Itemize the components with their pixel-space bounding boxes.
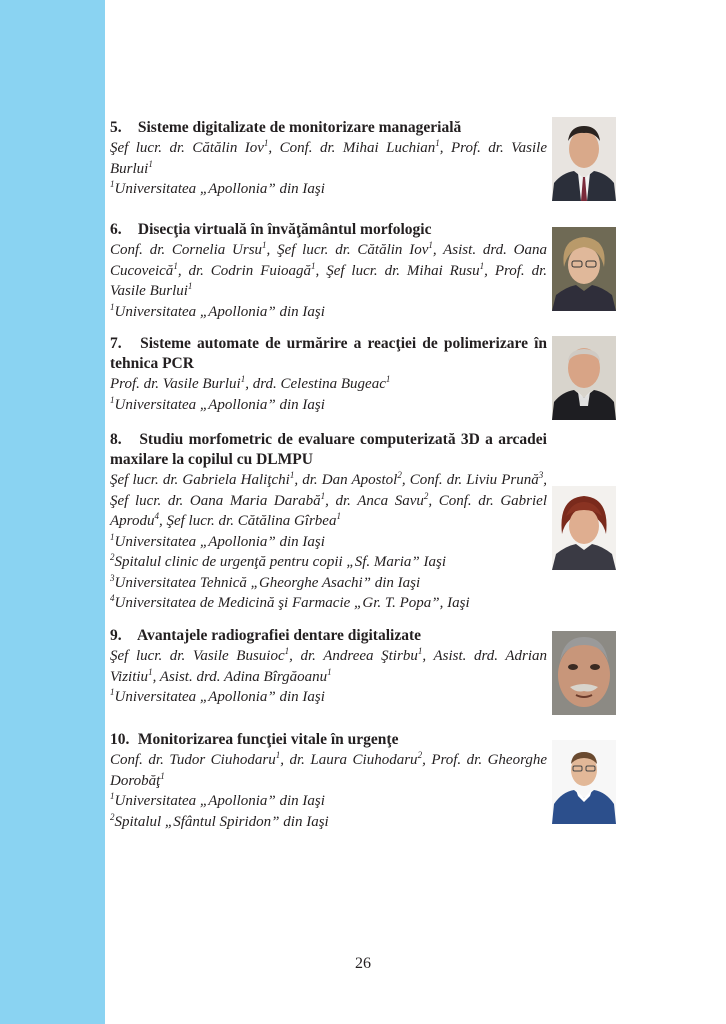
author: dr. Laura Ciuhodaru$^2$, bbox=[289, 750, 432, 768]
entry-number: 9. bbox=[110, 627, 122, 644]
author: Conf. dr. Liviu Prună$^3$, bbox=[409, 470, 548, 488]
entry-10 bbox=[110, 730, 547, 832]
author: dr. Andreea Ştirbu$^1$, bbox=[300, 646, 434, 664]
author: Prof. dr. Vasile Burlui$^1$, bbox=[110, 374, 253, 392]
entry-title-text: Avantajele radiografiei dentare digitalizate bbox=[137, 627, 421, 644]
author: Asist. drd. Adrian Vizitiu$^1$, bbox=[110, 648, 548, 685]
affiliation: $^4$Universitatea de Medicină şi Farmacie „Gr. T. Popa”, Iaşi bbox=[110, 593, 470, 611]
affiliation: $^2$Spitalul clinic de urgenţă pentru copii „Sf. Maria” Iaşi bbox=[110, 552, 447, 570]
abstracts-list bbox=[110, 118, 547, 832]
affiliation: $^1$Universitatea „Apollonia” din Iaşi bbox=[110, 179, 325, 197]
entry-9 bbox=[110, 626, 547, 730]
author: Conf. dr. Tudor Ciuhodaru$^1$, bbox=[110, 750, 290, 768]
entry-number: 7. bbox=[110, 335, 122, 352]
affiliation: $^1$Universitatea „Apollonia” din Iaşi bbox=[110, 687, 325, 705]
affiliation: $^1$Universitatea „Apollonia” din Iaşi bbox=[110, 394, 325, 413]
entry-title bbox=[110, 220, 547, 240]
author: Şef lucr. dr. Cătălina Gîrbea$^1$ bbox=[166, 511, 341, 529]
entry-7 bbox=[110, 334, 547, 430]
entry-title bbox=[110, 118, 547, 138]
author: Şef lucr. dr. Cătălin Iov$^1$, bbox=[277, 240, 444, 258]
author: Prof. dr. Gheorghe Dorobăţ$^1$ bbox=[110, 752, 548, 789]
author-photo-10 bbox=[552, 740, 616, 824]
page-number: 26 bbox=[355, 955, 371, 972]
author: Conf. dr. Gabriel Aprodu$^4$, bbox=[110, 492, 547, 529]
author: dr. Codrin Fuioagă$^1$, bbox=[188, 260, 327, 279]
entry-number: 5. bbox=[110, 119, 122, 136]
author: Şef lucr. dr. Oana Maria Darabă$^1$, bbox=[110, 490, 336, 509]
entry-authors bbox=[110, 470, 547, 532]
author: Şef lucr. dr. Cătălin Iov$^1$, bbox=[110, 138, 280, 156]
author: Asist. drd. Adina Bîrgăoanu$^1$ bbox=[159, 666, 332, 685]
author: dr. Anca Savu$^2$, bbox=[335, 490, 439, 509]
author: Prof. dr. Vasile Burlui$^1$ bbox=[110, 262, 548, 299]
entry-number: 8. bbox=[110, 431, 122, 448]
entry-title-text: Sisteme automate de urmărire a reacţiei de polimerizare în tehnica PCR bbox=[110, 335, 547, 372]
affiliation: $^1$Universitatea „Apollonia” din Iaşi bbox=[110, 531, 325, 550]
entry-title bbox=[110, 730, 547, 750]
author: Conf. dr. Cornelia Ursu$^1$, bbox=[110, 240, 278, 258]
entry-5 bbox=[110, 118, 547, 220]
author: Asist. drd. Oana Cucoveică$^1$, bbox=[110, 242, 547, 279]
author-photo-9 bbox=[552, 631, 616, 715]
author-photo-6 bbox=[552, 227, 616, 311]
entry-title bbox=[110, 626, 547, 646]
entry-authors bbox=[110, 750, 547, 791]
author: Conf. dr. Mihai Luchian$^1$, bbox=[279, 138, 451, 156]
entry-title-text: Monitorizarea funcţiei vitale în urgenţe bbox=[137, 731, 399, 748]
affiliation: $^3$Universitatea Tehnică „Gheorghe Asachi” din Iaşi bbox=[110, 572, 421, 591]
author-photo-5 bbox=[552, 117, 616, 201]
entry-title bbox=[110, 430, 547, 470]
entry-number: 10. bbox=[110, 731, 130, 748]
side-color-band bbox=[0, 0, 105, 1024]
affiliation: $^2$Spitalul „Sfântul Spiridon” din Iaşi bbox=[110, 811, 329, 830]
author: Şef lucr. dr. Vasile Busuioc$^1$, bbox=[110, 646, 301, 664]
author: drd. Celestina Bugeac$^1$ bbox=[252, 374, 391, 392]
author: Prof. dr. Vasile Burlui$^1$ bbox=[110, 140, 547, 177]
affiliation: $^1$Universitatea „Apollonia” din Iaşi bbox=[110, 301, 325, 320]
entry-8 bbox=[110, 430, 547, 626]
author: Şef lucr. dr. Mihai Rusu$^1$, bbox=[326, 260, 495, 279]
author-photo-8 bbox=[552, 486, 616, 570]
entry-title bbox=[110, 334, 547, 374]
entry-title-text: Sisteme digitalizate de monitorizare managerială bbox=[137, 119, 462, 136]
entry-authors bbox=[110, 240, 547, 302]
entry-authors bbox=[110, 646, 547, 687]
author: Şef lucr. dr. Gabriela Haliţchi$^1$, bbox=[110, 470, 303, 488]
author: dr. Dan Apostol$^2$, bbox=[302, 470, 410, 488]
entry-authors bbox=[110, 374, 547, 395]
entry-authors bbox=[110, 138, 547, 179]
entry-6 bbox=[110, 220, 547, 334]
author-photo-7 bbox=[552, 336, 616, 420]
entry-title-text: Studiu morfometric de evaluare computerizată 3D a arcadei maxilare la copilul cu DLMPU bbox=[110, 431, 547, 468]
affiliation: $^1$Universitatea „Apollonia” din Iaşi bbox=[110, 791, 325, 809]
entry-title-text: Disecţia virtuală în învăţământul morfologic bbox=[137, 221, 432, 238]
entry-number: 6. bbox=[110, 221, 122, 238]
